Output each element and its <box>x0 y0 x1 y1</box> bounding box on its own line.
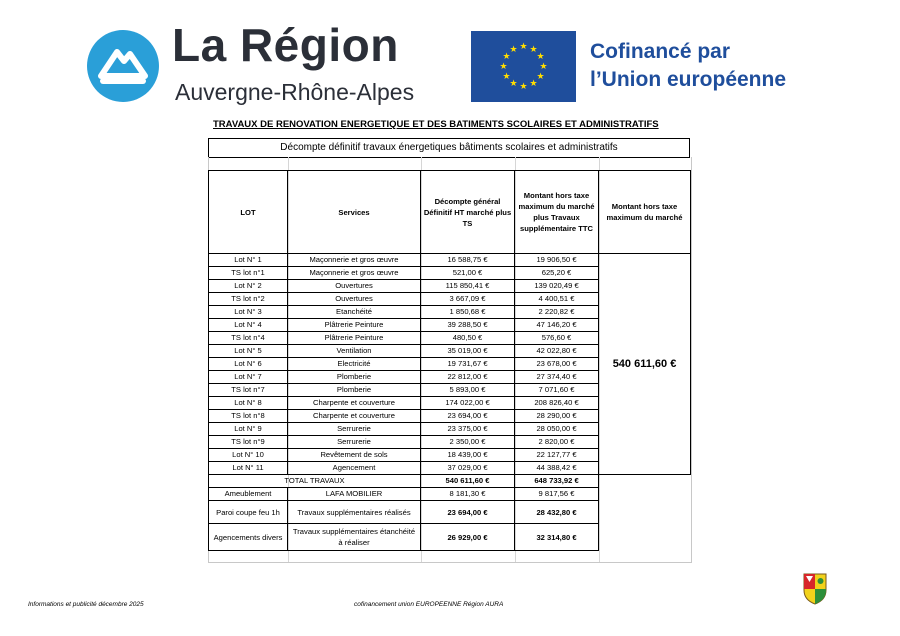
cell-decompte: 19 731,67 € <box>421 358 515 371</box>
cell-service: Maçonnerie et gros œuvre <box>288 267 421 280</box>
cell-service: Ouvertures <box>288 293 421 306</box>
cell-lot: Lot N° 10 <box>209 449 288 462</box>
svg-text:★: ★ <box>529 45 538 55</box>
cell-ttc: 23 678,00 € <box>515 358 599 371</box>
cell-lot: Lot N° 6 <box>209 358 288 371</box>
cell-service: Maçonnerie et gros œuvre <box>288 254 421 267</box>
region-subtitle: Auvergne-Rhône-Alpes <box>175 79 415 105</box>
eu-flag-icon <box>471 31 576 102</box>
cell-lot: Lot N° 2 <box>209 280 288 293</box>
extra-row <box>209 501 691 524</box>
cell-decompte: 2 350,00 € <box>421 436 515 449</box>
cell-lot: Paroi coupe feu 1h <box>209 501 288 524</box>
cell-service: Etanchéité <box>288 306 421 319</box>
cell-ttc: 19 906,50 € <box>515 254 599 267</box>
svg-text:★: ★ <box>529 79 538 89</box>
cell-lot: TS lot n°9 <box>209 436 288 449</box>
header-montant-ttc: Montant hors taxe maximum du marché plus Travaux supplémentaire TTC <box>515 171 599 254</box>
cell-decompte: 22 812,00 € <box>421 371 515 384</box>
svg-text:★: ★ <box>509 45 518 55</box>
total-ttc: 648 733,92 € <box>515 475 599 488</box>
cell-lot: Lot N° 3 <box>209 306 288 319</box>
document-title: TRAVAUX DE RENOVATION ENERGETIQUE ET DES BATIMENTS SCOLAIRES ET ADMINISTRATIFS <box>213 119 659 130</box>
cell-ttc: 7 071,60 € <box>515 384 599 397</box>
cell-service: Plomberie <box>288 384 421 397</box>
cell-service: Revêtement de sols <box>288 449 421 462</box>
cell-lot: TS lot n°8 <box>209 410 288 423</box>
svg-text:★: ★ <box>536 72 545 82</box>
cell-service: Serrurerie <box>288 423 421 436</box>
cell-ttc: 44 388,42 € <box>515 462 599 475</box>
header-montant-ht: Montant hors taxe maximum du marché <box>599 171 691 254</box>
cell-ttc: 47 146,20 € <box>515 319 599 332</box>
total-row <box>209 475 691 488</box>
footer-info: Informations et publicité décembre 2025 <box>28 601 144 608</box>
cell-decompte: 174 022,00 € <box>421 397 515 410</box>
table-header-row <box>209 171 691 254</box>
region-name: La Région <box>172 19 399 71</box>
svg-text:★: ★ <box>502 72 511 82</box>
cell-decompte: 35 019,00 € <box>421 345 515 358</box>
svg-text:★: ★ <box>536 52 545 62</box>
cell-ttc: 625,20 € <box>515 267 599 280</box>
cell-ttc: 28 050,00 € <box>515 423 599 436</box>
cell-service: Serrurerie <box>288 436 421 449</box>
extra-row <box>209 524 691 551</box>
cell-decompte: 521,00 € <box>421 267 515 280</box>
cell-service: Plâtrerie Peinture <box>288 319 421 332</box>
total-label: TOTAL TRAVAUX <box>209 475 421 488</box>
cell-ttc: 9 817,56 € <box>515 488 599 501</box>
cell-decompte: 5 893,00 € <box>421 384 515 397</box>
cell-decompte: 39 288,50 € <box>421 319 515 332</box>
cell-service: LAFA MOBILIER <box>288 488 421 501</box>
region-logo-icon <box>87 30 159 102</box>
cell-ttc: 139 020,49 € <box>515 280 599 293</box>
svg-text:★: ★ <box>519 42 528 52</box>
cell-ttc: 22 127,77 € <box>515 449 599 462</box>
document-subtitle: Décompte définitif travaux énergetiques bâtiments scolaires et administratifs <box>208 138 690 158</box>
cell-decompte: 115 850,41 € <box>421 280 515 293</box>
cell-decompte: 23 694,00 € <box>421 410 515 423</box>
cell-service: Travaux supplémentaires réalisés <box>288 501 421 524</box>
cell-service: Charpente et couverture <box>288 410 421 423</box>
total-decompte: 540 611,60 € <box>421 475 515 488</box>
extra-row <box>209 488 691 501</box>
svg-text:★: ★ <box>519 82 528 92</box>
cell-decompte: 23 375,00 € <box>421 423 515 436</box>
cell-service: Travaux supplémentaires étanchéité à réaliser <box>288 524 421 551</box>
cell-ttc: 576,60 € <box>515 332 599 345</box>
cell-ttc: 42 022,80 € <box>515 345 599 358</box>
eu-cofinance-text <box>590 38 786 94</box>
cell-ttc: 208 826,40 € <box>515 397 599 410</box>
cell-service: Electricité <box>288 358 421 371</box>
cell-decompte: 3 667,09 € <box>421 293 515 306</box>
cell-decompte: 26 929,00 € <box>421 524 515 551</box>
cell-lot: Lot N° 9 <box>209 423 288 436</box>
cell-lot: Lot N° 1 <box>209 254 288 267</box>
cell-lot: Lot N° 11 <box>209 462 288 475</box>
works-table <box>208 170 691 551</box>
cell-lot: Lot N° 4 <box>209 319 288 332</box>
cell-lot: TS lot n°2 <box>209 293 288 306</box>
cell-ttc: 4 400,51 € <box>515 293 599 306</box>
cell-lot: TS lot n°7 <box>209 384 288 397</box>
cell-decompte: 480,50 € <box>421 332 515 345</box>
cell-ttc: 28 290,00 € <box>515 410 599 423</box>
cell-lot: Lot N° 7 <box>209 371 288 384</box>
cell-lot: Lot N° 5 <box>209 345 288 358</box>
footer-cofinancement: cofinancement union EUROPEENNE Région AURA <box>354 601 504 608</box>
cell-decompte: 37 029,00 € <box>421 462 515 475</box>
cell-decompte: 8 181,30 € <box>421 488 515 501</box>
cell-service: Ouvertures <box>288 280 421 293</box>
cell-decompte: 16 588,75 € <box>421 254 515 267</box>
cell-lot: TS lot n°4 <box>209 332 288 345</box>
eu-line-1: Cofinancé par <box>590 40 731 63</box>
header-decompte: Décompte général Définitif HT marché plus TS <box>421 171 515 254</box>
cell-ttc: 2 220,82 € <box>515 306 599 319</box>
cell-decompte: 1 850,68 € <box>421 306 515 319</box>
svg-text:★: ★ <box>499 62 508 72</box>
cell-lot: Agencements divers <box>209 524 288 551</box>
header-lot: LOT <box>209 171 288 254</box>
cell-ttc: 27 374,40 € <box>515 371 599 384</box>
municipal-crest-icon <box>802 572 828 606</box>
cell-service: Ventilation <box>288 345 421 358</box>
cell-ttc: 2 820,00 € <box>515 436 599 449</box>
cell-ttc: 28 432,80 € <box>515 501 599 524</box>
eu-line-2: l’Union européenne <box>590 68 787 91</box>
cell-lot: Ameublement <box>209 488 288 501</box>
cell-service: Agencement <box>288 462 421 475</box>
cell-decompte: 23 694,00 € <box>421 501 515 524</box>
cell-service: Charpente et couverture <box>288 397 421 410</box>
cell-ttc: 32 314,80 € <box>515 524 599 551</box>
table-row <box>209 254 691 267</box>
cell-service: Plâtrerie Peinture <box>288 332 421 345</box>
cell-lot: Lot N° 8 <box>209 397 288 410</box>
cell-decompte: 18 439,00 € <box>421 449 515 462</box>
svg-text:★: ★ <box>502 52 511 62</box>
svg-text:★: ★ <box>539 62 548 72</box>
cell-lot: TS lot n°1 <box>209 267 288 280</box>
header-services: Services <box>288 171 421 254</box>
cell-service: Plomberie <box>288 371 421 384</box>
svg-text:★: ★ <box>509 79 518 89</box>
cell-max-amount: 540 611,60 € <box>599 254 691 475</box>
